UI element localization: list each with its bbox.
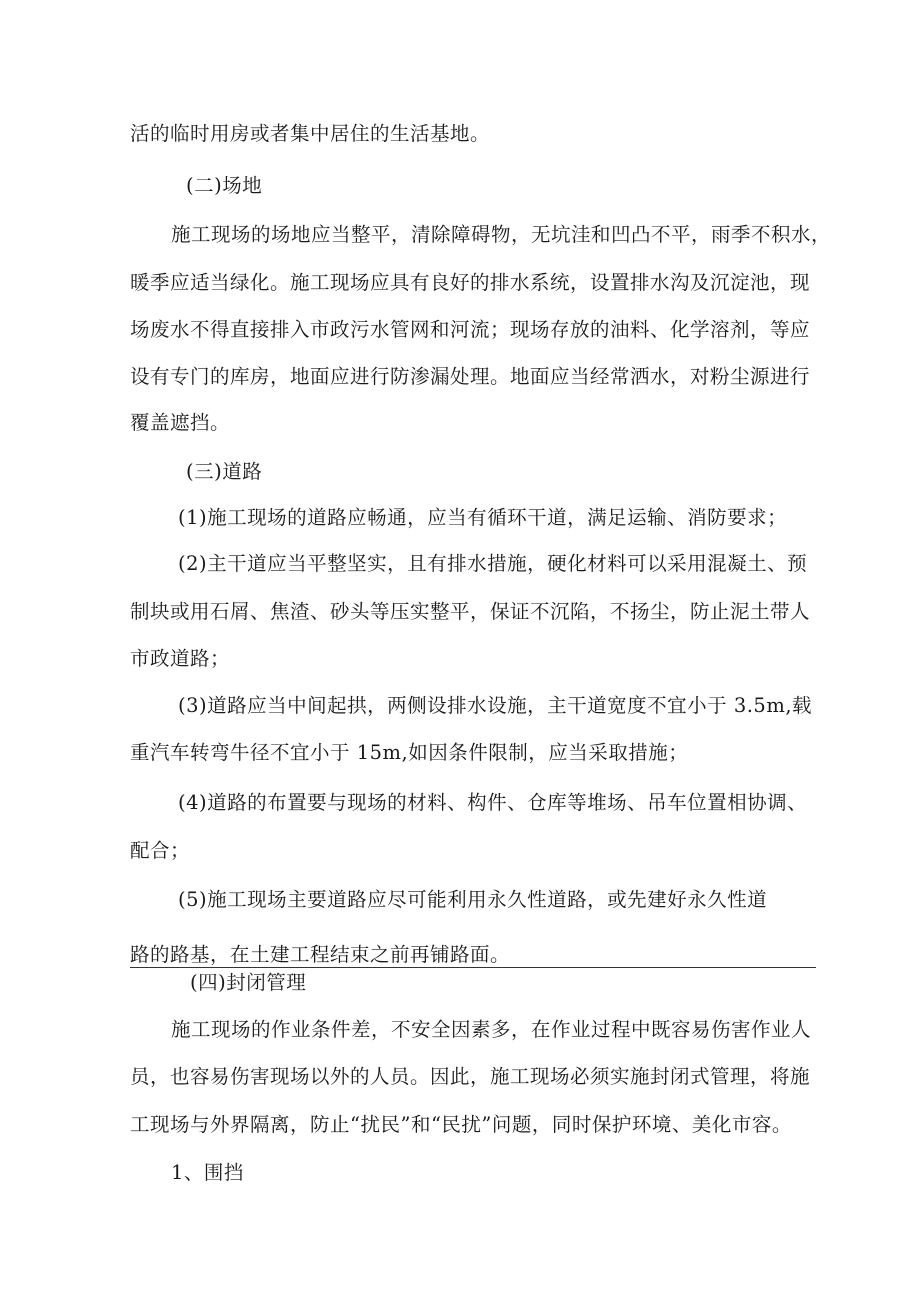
list-item-road-2: (2)主干道应当平整坚实，且有排水措施，硬化材料可以采用混凝土、预 bbox=[178, 552, 808, 575]
paragraph-line: 员，也容易伤害现场以外的人员。因此，施工现场必须实施封闭式管理，将施 bbox=[130, 1065, 811, 1088]
list-item-road-4: (4)道路的布置要与现场的材料、构件、仓库等堆场、吊车位置相协调、 bbox=[178, 791, 808, 814]
paragraph-line: 覆盖遮挡。 bbox=[130, 411, 231, 434]
page-divider bbox=[130, 967, 816, 968]
paragraph-line: 施工现场的场地应当整平，清除障碍物，无坑洼和凹凸不平，雨季不积水， bbox=[171, 223, 832, 246]
list-item-road-4-cont: 配合； bbox=[130, 839, 191, 862]
paragraph-line: 场废水不得直接排入市政污水管网和河流；现场存放的油料、化学溶剂，等应 bbox=[130, 318, 811, 341]
list-item-road-5-cont: 路的路基，在土建工程结束之前再铺路面。 bbox=[130, 943, 511, 966]
paragraph-line: 活的临时用房或者集中居住的生活基地。 bbox=[130, 122, 491, 145]
list-item-road-3-cont: 重汽车转弯牛径不宜小于 15m,如因条件限制，应当采取措施； bbox=[130, 741, 689, 764]
paragraph-line: 设有专门的库房，地面应进行防渗漏处理。地面应当经常洒水，对粉尘源进行 bbox=[130, 365, 811, 388]
section-heading-site: (二)场地 bbox=[186, 174, 263, 197]
section-heading-road: (三)道路 bbox=[186, 460, 263, 483]
list-item-road-2-cont: 制块或用石屑、焦渣、砂头等压实整平，保证不沉陷，不扬尘，防止泥土带人 bbox=[130, 600, 811, 623]
paragraph-line: 暖季应适当绿化。施工现场应具有良好的排水系统，设置排水沟及沉淀池，现 bbox=[130, 271, 811, 294]
section-heading-closed: (四)封闭管理 bbox=[190, 971, 307, 994]
subsection-heading-fence: 1、围挡 bbox=[171, 1161, 244, 1184]
list-item-road-1: (1)施工现场的道路应畅通，应当有循环干道，满足运输、消防要求； bbox=[178, 506, 788, 529]
list-item-road-3: (3)道路应当中间起拱，两侧设排水设施，主干道宽度不宜小于 3.5m,载 bbox=[178, 694, 813, 717]
list-item-road-5: (5)施工现场主要道路应尽可能利用永久性道路，或先建好永久性道 bbox=[178, 888, 768, 911]
paragraph-line: 工现场与外界隔离，防止“扰民”和“民扰”问题，同时保护环境、美化市容。 bbox=[130, 1113, 792, 1136]
list-item-road-2-cont: 市政道路； bbox=[130, 647, 231, 670]
paragraph-line: 施工现场的作业条件差，不安全因素多，在作业过程中既容易伤害作业人 bbox=[171, 1018, 812, 1041]
